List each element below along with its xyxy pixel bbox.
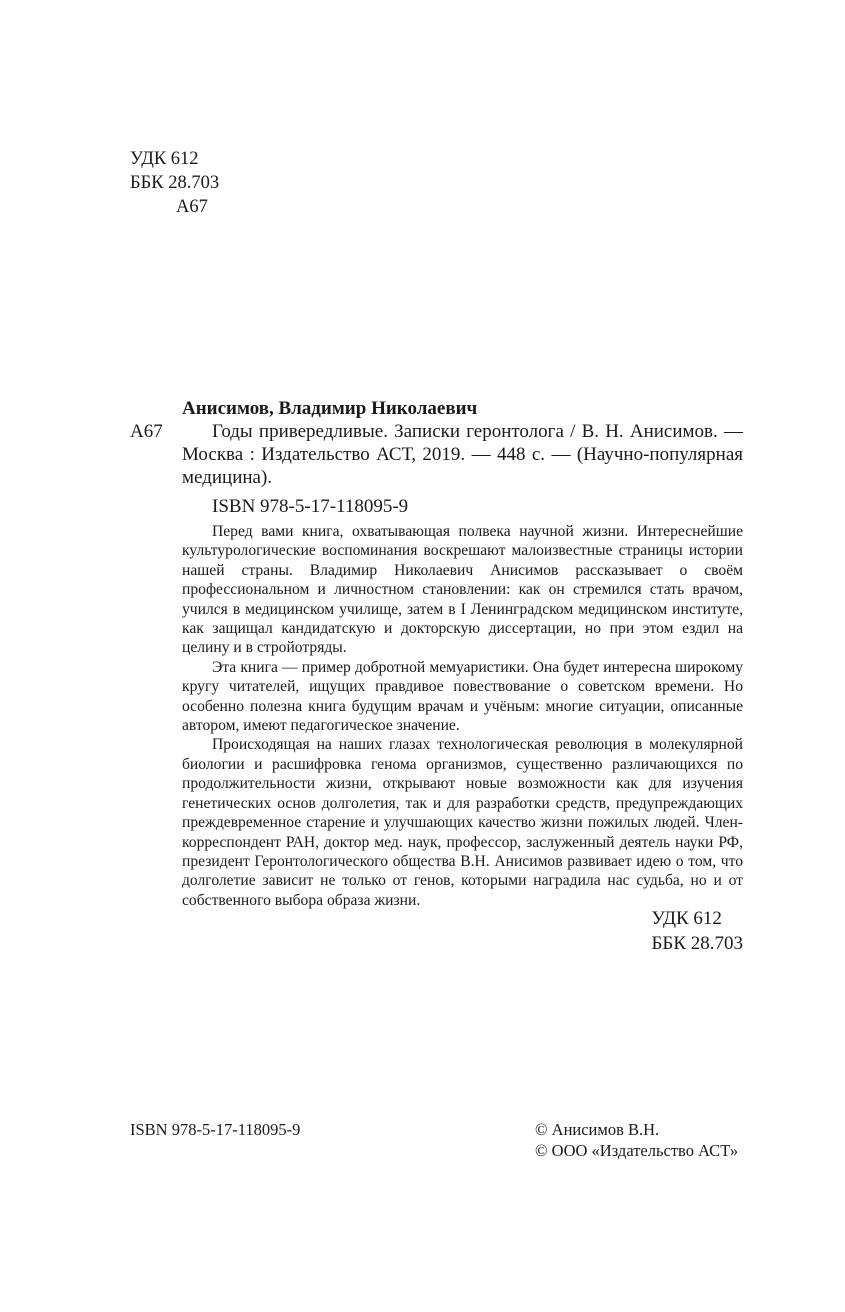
copyright-publisher: © ООО «Издательство АСТ» — [535, 1141, 739, 1160]
abstract-paragraph: Эта книга — пример добротной мемуаристики. Она будет интересна широкому кругу читателей, ищущих правдивое повествование о советском времени. Но особенно полезна книга будущим врачам и учёным: многие ситуации, описанные автором, имеют педагогическое значение. — [182, 658, 743, 735]
bbk-code: ББК 28.703 — [130, 173, 220, 193]
abstract-paragraph: Происходящая на наших глазах технологическая революция в молекулярной биологии и расшифровка генома организмов, существенно различающихся по продолжительности жизни, открывают новые возможности как для изучения генетических основ долголетия, так и для разработки средств, предупреждающих преждевременное старение и улучшающих качество жизни пожилых людей. Член-корреспондент РАН, доктор мед. наук, профессор, заслуженный деятель науки РФ, президент Геронтологического общества В.Н. Анисимов развивает идею о том, что долголетие зависит не только от генов, которыми наградила нас судьба, но и от собственного выбора образа жизни. — [182, 736, 743, 909]
isbn-main: ISBN 978-5-17-118095-9 — [212, 496, 409, 517]
copyright-author: © Анисимов В.Н. — [535, 1120, 660, 1139]
footer-isbn: ISBN 978-5-17-118095-9 — [130, 1120, 301, 1139]
abstract — [182, 522, 743, 910]
bbk-code-bottom: ББК 28.703 — [651, 933, 743, 954]
top-classification-codes — [130, 147, 219, 219]
copyright-block — [535, 1119, 738, 1161]
bibliographic-description — [182, 420, 743, 489]
udk-code: УДК 612 — [130, 149, 199, 169]
udk-code-bottom: УДК 612 — [651, 908, 722, 929]
catalog-sign: А67 — [130, 421, 163, 442]
bibliographic-text: Годы привередливые. Записки геронтолога / В. Н. Анисимов. — Москва : Издательство АСТ, 2019. — 448 с. — (Научно-популярная медицина). — [182, 421, 743, 488]
abstract-paragraph: Перед вами книга, охватывающая полвека научной жизни. Интереснейшие культурологические воспоминания воскрешают малоизвестные страницы истории нашей страны. Владимир Николаевич Анисимов рассказывает о своём профессиональном и личностном становлении: как он стремился стать врачом, учился в медицинском училище, затем в I Ленинградском медицинском институте, как защищал кандидатскую и докторскую диссертации, но при этом ездил на целину и в стройотряды. — [182, 523, 743, 657]
author-sign: А67 — [176, 197, 208, 217]
author-heading: Анисимов, Владимир Николаевич — [182, 398, 478, 419]
bottom-classification-codes — [652, 906, 744, 956]
